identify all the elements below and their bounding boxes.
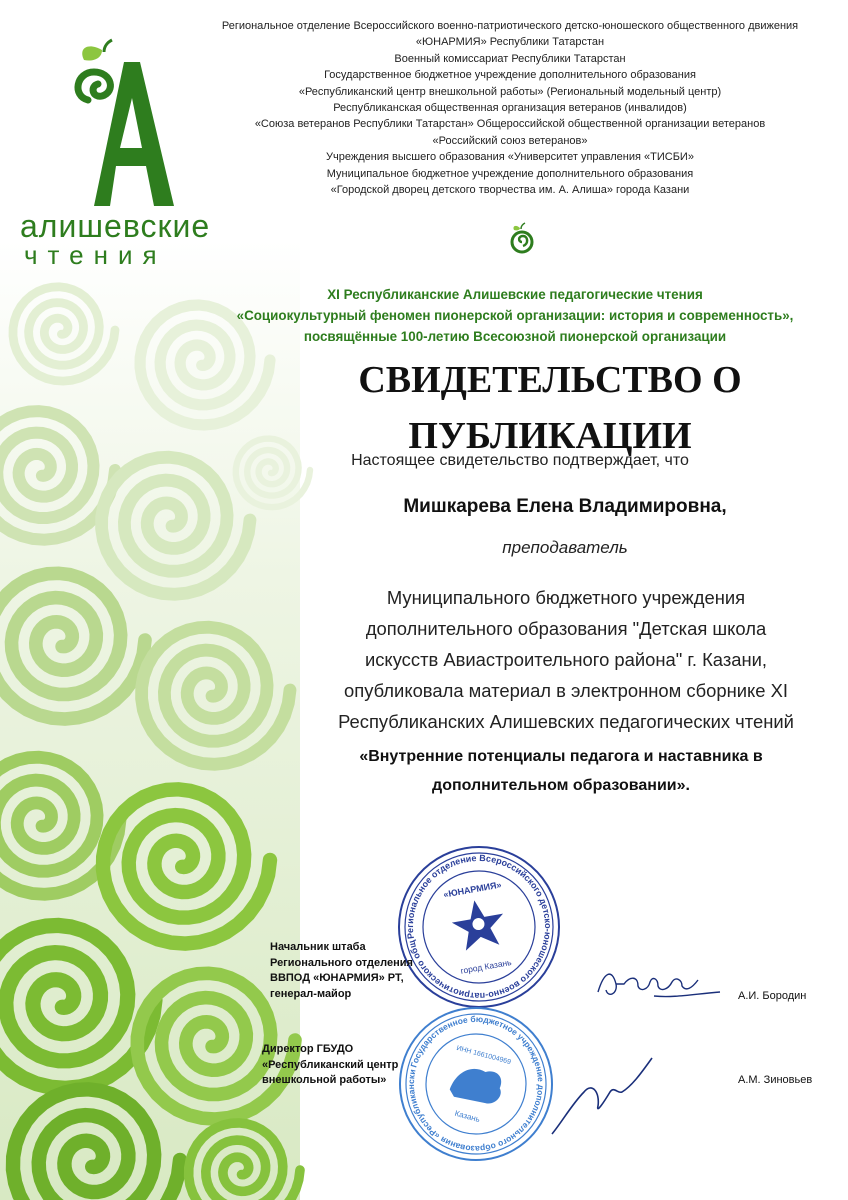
event-line: «Социокультурный феномен пионерской организации: история и современность», — [236, 308, 794, 323]
body-line: опубликовала материал в электронном сборнике XI — [344, 680, 788, 701]
stamp1-city: город Казань — [459, 956, 513, 976]
certificate-title — [300, 352, 800, 464]
yunarmia-stamp — [394, 842, 564, 1012]
body-line: дополнительного образования "Детская школа — [365, 618, 767, 639]
publication-title — [296, 742, 826, 800]
recipient-name: Мишкарева Елена Владимировна, — [403, 496, 727, 517]
event-line: посвящённые 100-летию Всесоюзной пионерской организации — [303, 329, 727, 344]
event-title — [190, 284, 840, 347]
signature-2-role — [262, 1042, 398, 1089]
event-line: XI Республиканские Алишевские педагогические чтения — [327, 287, 703, 302]
confirmation-text: Настоящее свидетельство подтверждает, что — [351, 452, 689, 469]
organizer-line: Республиканская общественная организация ветеранов (инвалидов) — [333, 102, 687, 115]
signature-1-role-line: Начальник штаба — [270, 941, 366, 953]
signature-2-role-line: Директор ГБУДО — [262, 1043, 354, 1055]
work-line: «Внутренние потенциалы педагога и наставника в — [359, 748, 763, 765]
work-line: дополнительном образовании». — [432, 777, 690, 794]
organizers-list — [190, 18, 830, 198]
certificate-body — [296, 582, 836, 737]
organizer-line: Региональное отделение Всероссийского военно-патриотического детско-юношеского общественного движения — [221, 20, 799, 32]
logo-text-line1: алишевские — [20, 208, 211, 244]
organizer-line: «ЮНАРМИЯ» Республики Татарстан — [415, 36, 605, 49]
signature-1-role-line: Регионального отделения — [270, 956, 413, 969]
small-apple-emblem-icon — [508, 222, 536, 254]
title-line: ПУБЛИКАЦИИ — [408, 415, 692, 457]
organizer-line: «Союза ветеранов Республики Татарстан» Общероссийской общественной организации ветеранов — [254, 118, 766, 131]
title-line: СВИДЕТЕЛЬСТВО О — [358, 359, 742, 401]
signature-borodin — [594, 962, 724, 1012]
signature-2-name: А.М. Зиновьев — [738, 1074, 813, 1086]
alishev-logo-icon — [58, 38, 188, 208]
signature-1-name: А.И. Бородин — [738, 990, 807, 1002]
signature-1-role-line: генерал-майор — [270, 987, 352, 1000]
signature-1-role — [270, 940, 413, 1002]
signature-zinoviev — [548, 1052, 658, 1142]
stamp1-center-label: «ЮНАРМИЯ» — [442, 879, 503, 900]
stamp2-inn: ИНН 1661004969 — [455, 1044, 512, 1067]
organizer-line: «Городской дворец детского творчества им. А. Алиша» города Казани — [330, 184, 690, 197]
rcvr-stamp — [396, 1004, 556, 1164]
organizer-line: Учреждения высшего образования «Университет управления «ТИСБИ» — [326, 151, 694, 164]
signature-2-role-line: внешкольной работы» — [262, 1074, 387, 1086]
organizer-line: Муниципальное бюджетное учреждение дополнительного образования — [326, 167, 694, 180]
stamp2-ring-text: Государственное бюджетное учреждение дополнительного образования «Республиканский — [405, 1013, 547, 1155]
body-line: искусств Авиастроительного района" г. Казани, — [364, 649, 768, 670]
body-line: Республиканских Алишевских педагогических чтений — [338, 711, 794, 732]
organizer-line: «Республиканский центр внешкольной работы» (Региональный модельный центр) — [298, 85, 722, 98]
organizer-line: Государственное бюджетное учреждение дополнительного образования — [324, 69, 696, 82]
stamp2-city: Казань — [453, 1108, 481, 1125]
signature-1-role-line: ВВПОД «ЮНАРМИЯ» РТ, — [270, 972, 404, 984]
recipient-position: преподаватель — [502, 538, 628, 557]
logo-text-line2: чтения — [24, 240, 167, 270]
signature-2-role-line: «Республиканский центр — [262, 1058, 399, 1071]
organizer-line: Военный комиссариат Республики Татарстан — [394, 52, 626, 65]
stamp1-ring-text: Региональное отделение Всероссийского детско-юношеского военно-патриотического общественного — [404, 852, 554, 1002]
organizer-line: «Российский союз ветеранов» — [432, 134, 588, 147]
body-line: Муниципального бюджетного учреждения — [386, 587, 746, 608]
